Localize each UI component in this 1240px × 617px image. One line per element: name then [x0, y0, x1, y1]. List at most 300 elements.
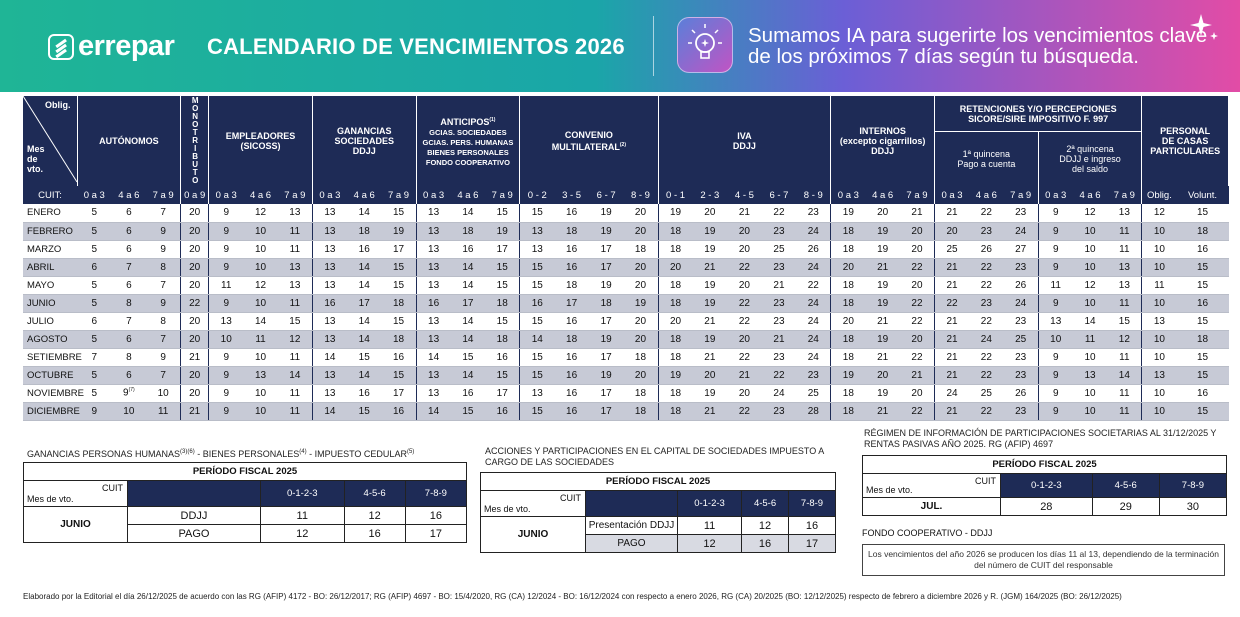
due-day: 5 — [77, 204, 112, 222]
due-day: 19 — [693, 240, 728, 258]
due-day: 22 — [181, 294, 209, 312]
ganancias-cell: 16 — [405, 507, 466, 525]
due-day: 25 — [762, 240, 797, 258]
due-day: 17 — [554, 294, 589, 312]
due-day: 16 — [554, 312, 589, 330]
due-day: 13 — [1107, 276, 1142, 294]
due-day: 28 — [796, 402, 831, 420]
acciones-title: ACCIONES Y PARTICIPACIONES EN EL CAPITAL DE SOCIEDADES IMPUESTO A CARGO DE LAS SOCIEDADES — [485, 446, 824, 467]
due-day: 23 — [762, 258, 797, 276]
acciones-row-label: PAGO — [586, 535, 678, 553]
group-retenciones: RETENCIONES Y/O PERCEPCIONES SICORE/SIRE IMPOSITIVO F. 997 — [935, 96, 1142, 132]
due-day: 18 — [658, 348, 693, 366]
due-day: 13 — [416, 276, 451, 294]
due-day: 15 — [485, 204, 520, 222]
due-day: 27 — [1004, 240, 1039, 258]
due-day: 10 — [243, 402, 278, 420]
due-day: 10 — [243, 222, 278, 240]
corner-header — [23, 96, 77, 186]
due-day: 22 — [727, 258, 762, 276]
due-day: 13 — [416, 330, 451, 348]
due-day: 15 — [382, 276, 417, 294]
due-day: 15 — [1177, 258, 1229, 276]
due-day: 11 — [1107, 240, 1142, 258]
due-day: 20 — [727, 222, 762, 240]
due-day: 17 — [589, 258, 624, 276]
due-day: 5 — [77, 330, 112, 348]
due-day: 6 — [112, 330, 147, 348]
due-day: 9 — [209, 294, 244, 312]
due-day: 11 — [278, 240, 313, 258]
due-day: 18 — [658, 402, 693, 420]
corner-mes: Mes de vto. — [27, 144, 45, 174]
cuit-range: 4 a 6 — [243, 186, 278, 204]
due-day: 10 — [243, 348, 278, 366]
due-day: 14 — [451, 330, 486, 348]
due-day: 22 — [727, 348, 762, 366]
due-day: 24 — [796, 222, 831, 240]
due-day: 9 — [1038, 222, 1073, 240]
due-day: 18 — [589, 294, 624, 312]
due-day: 8 — [112, 348, 147, 366]
due-day: 19 — [831, 366, 866, 384]
ganancias-title: GANANCIAS PERSONAS $HUMANAS^{(3)(6)}$ - BIENES PERSONALES$^{(4)}$ - IMPUESTO CEDULAR$^{(5)}$ — [27, 449, 415, 459]
due-day: 23 — [1004, 258, 1039, 276]
header-banner — [0, 0, 1240, 92]
due-day: 14 — [347, 258, 382, 276]
ganancias-col: 0-1-2-3 — [261, 481, 345, 507]
due-day: 14 — [347, 276, 382, 294]
ganancias-cell: 12 — [261, 525, 345, 543]
cuit-range: 7 a 9 — [278, 186, 313, 204]
due-day: 20 — [900, 384, 935, 402]
due-day: 23 — [762, 222, 797, 240]
month-label: JUNIO — [23, 294, 77, 312]
group-autonomos: AUTÓNOMOS — [77, 96, 181, 186]
due-day: 12 — [1142, 204, 1177, 222]
due-day: 9 — [209, 204, 244, 222]
regimen-table — [862, 455, 1227, 516]
due-day: 20 — [623, 222, 658, 240]
due-day: 19 — [693, 294, 728, 312]
table-row — [23, 204, 1229, 222]
due-day: 16 — [347, 384, 382, 402]
due-day: 23 — [1004, 402, 1039, 420]
page-title: CALENDARIO DE VENCIMIENTOS 2026 — [207, 34, 625, 59]
due-day: 13 — [312, 312, 347, 330]
due-day: 15 — [382, 258, 417, 276]
due-day: 24 — [796, 312, 831, 330]
due-day: 16 — [554, 258, 589, 276]
due-day: 23 — [1004, 366, 1039, 384]
corner-oblig: Oblig. — [45, 100, 71, 110]
due-day: 14 — [278, 366, 313, 384]
due-day: 6 — [112, 276, 147, 294]
due-day: 8 — [146, 312, 181, 330]
due-day: 6 — [112, 240, 147, 258]
due-day: 23 — [1004, 204, 1039, 222]
acciones-month: JUNIO — [481, 517, 586, 553]
due-day: 15 — [485, 312, 520, 330]
due-day: 10 — [1073, 294, 1108, 312]
due-day: 14 — [416, 402, 451, 420]
due-day: 10 — [209, 330, 244, 348]
cuit-range: 6 - 7 — [762, 186, 797, 204]
due-day: 16 — [382, 402, 417, 420]
due-day: 20 — [181, 240, 209, 258]
due-day: 12 — [1073, 276, 1108, 294]
due-day: 13 — [1142, 312, 1177, 330]
month-label: ABRIL — [23, 258, 77, 276]
due-day: 22 — [900, 402, 935, 420]
due-day: 10 — [243, 240, 278, 258]
due-day: 20 — [831, 312, 866, 330]
due-day: 16 — [554, 366, 589, 384]
due-day: 6 — [77, 258, 112, 276]
due-day: 13 — [416, 366, 451, 384]
due-day: 17 — [451, 294, 486, 312]
due-day: 24 — [762, 384, 797, 402]
due-day: 10 — [1142, 330, 1177, 348]
due-day: 9 — [1038, 204, 1073, 222]
due-day: 10 — [243, 258, 278, 276]
due-day: 14 — [347, 204, 382, 222]
due-day: 16 — [554, 240, 589, 258]
due-day: 5 — [77, 240, 112, 258]
due-day: 22 — [969, 276, 1004, 294]
due-day: 6 — [112, 222, 147, 240]
due-day: 5 — [77, 294, 112, 312]
due-day: 19 — [865, 276, 900, 294]
due-day: 15 — [1177, 204, 1229, 222]
due-day: 15 — [278, 312, 313, 330]
due-day: 9 — [77, 402, 112, 420]
due-day: 21 — [935, 276, 970, 294]
table-row — [23, 330, 1229, 348]
due-day: 15 — [485, 258, 520, 276]
due-day: 13 — [1038, 312, 1073, 330]
due-day: 17 — [589, 240, 624, 258]
table-row — [23, 222, 1229, 240]
month-label: AGOSTO — [23, 330, 77, 348]
due-day: 14 — [451, 258, 486, 276]
due-day: 17 — [589, 312, 624, 330]
due-day: 19 — [589, 222, 624, 240]
due-day: 18 — [831, 276, 866, 294]
due-day: 20 — [181, 312, 209, 330]
group-anticipos: ANTICIPOS$^{(1)}$ GCIAS. SOCIEDADES GCIAS. PERS. HUMANAS BIENES PERSONALES FONDO COOPERATIVO — [416, 96, 520, 186]
due-day: 20 — [727, 240, 762, 258]
due-day: 20 — [623, 312, 658, 330]
acciones-cell: 16 — [789, 517, 836, 535]
due-day: 16 — [451, 240, 486, 258]
due-day: 9 — [209, 258, 244, 276]
due-day: 20 — [658, 312, 693, 330]
due-day: 19 — [865, 294, 900, 312]
due-day: 13 — [312, 384, 347, 402]
cuit-range: 7 a 9 — [1004, 186, 1039, 204]
due-day: 11 — [243, 330, 278, 348]
due-day: 13 — [312, 366, 347, 384]
due-day: 10 — [1142, 294, 1177, 312]
due-day: 7 — [146, 366, 181, 384]
regimen-corner: CUIT Mes de vto. — [863, 474, 1001, 498]
due-day: 19 — [658, 366, 693, 384]
group-convenio: CONVENIO MULTILATERAL$^{(2)}$ — [520, 96, 658, 186]
cuit-range: 4 a 6 — [112, 186, 147, 204]
due-day: 10 — [1073, 402, 1108, 420]
month-label: DICIEMBRE — [23, 402, 77, 420]
ganancias-row-label: PAGO — [128, 525, 261, 543]
due-day: 24 — [796, 294, 831, 312]
acciones-row-label: Presentación DDJJ — [586, 517, 678, 535]
due-day: 19 — [865, 384, 900, 402]
acciones-table — [480, 472, 836, 553]
cuit-range: 2 - 3 — [693, 186, 728, 204]
due-day: 23 — [1004, 312, 1039, 330]
due-day: 13 — [312, 204, 347, 222]
due-day: 15 — [1177, 276, 1229, 294]
due-day: 24 — [1004, 294, 1039, 312]
sparkle-icon — [1187, 11, 1221, 45]
due-day: 25 — [796, 384, 831, 402]
month-label: FEBRERO — [23, 222, 77, 240]
group-monotributo: MONOTRIBUTO — [181, 96, 209, 186]
table-row — [23, 348, 1229, 366]
due-day: 18 — [831, 384, 866, 402]
due-day: 18 — [554, 222, 589, 240]
due-day: 14 — [312, 402, 347, 420]
due-day: 21 — [935, 402, 970, 420]
due-day: 18 — [831, 294, 866, 312]
due-day: 17 — [589, 348, 624, 366]
cuit-range: 8 - 9 — [623, 186, 658, 204]
due-day: 19 — [693, 330, 728, 348]
due-day: 18 — [623, 348, 658, 366]
due-day: 17 — [485, 384, 520, 402]
table-row — [23, 294, 1229, 312]
due-day: 21 — [693, 402, 728, 420]
due-day: 10 — [112, 402, 147, 420]
group-empleadores: EMPLEADORES (SICOSS) — [209, 96, 313, 186]
due-day: 14 — [451, 204, 486, 222]
due-day: 21 — [935, 330, 970, 348]
due-day: 10 — [1038, 330, 1073, 348]
due-day: 11 — [278, 294, 313, 312]
regimen-col: 0-1-2-3 — [1001, 474, 1093, 498]
due-day: 24 — [935, 384, 970, 402]
due-day: 10 — [1073, 240, 1108, 258]
acciones-periodo: PERÍODO FISCAL 2025 — [481, 473, 836, 491]
due-day: 19 — [589, 366, 624, 384]
due-day: 13 — [520, 384, 555, 402]
due-day: 5 — [77, 276, 112, 294]
due-day: 9 — [146, 348, 181, 366]
due-day: 22 — [900, 348, 935, 366]
due-day: 20 — [623, 276, 658, 294]
due-day: 18 — [658, 240, 693, 258]
due-day: 13 — [1107, 258, 1142, 276]
cuit-range: 7 a 9 — [1107, 186, 1142, 204]
due-day: 23 — [762, 402, 797, 420]
due-day: 10 — [1073, 384, 1108, 402]
due-day: 16 — [520, 294, 555, 312]
due-day: 14 — [451, 312, 486, 330]
due-day: 18 — [485, 294, 520, 312]
due-day: 13 — [520, 240, 555, 258]
due-day: 19 — [693, 384, 728, 402]
due-day: 25 — [1004, 330, 1039, 348]
due-day: 20 — [181, 384, 209, 402]
due-day: 21 — [727, 204, 762, 222]
due-day: 20 — [727, 384, 762, 402]
due-day: 18 — [347, 222, 382, 240]
cuit-label: CUIT: — [23, 186, 77, 204]
due-day: 21 — [900, 366, 935, 384]
errepar-logo[interactable] — [48, 30, 174, 63]
due-day: 10 — [1142, 384, 1177, 402]
due-day: 15 — [451, 402, 486, 420]
due-day: 18 — [485, 330, 520, 348]
due-day: 25 — [935, 240, 970, 258]
ret-first-quincena: 1ª quincena Pago a cuenta — [935, 132, 1039, 186]
month-label: OCTUBRE — [23, 366, 77, 384]
due-day: 11 — [278, 222, 313, 240]
due-day: 20 — [658, 258, 693, 276]
month-label: MAYO — [23, 276, 77, 294]
due-day: 15 — [520, 366, 555, 384]
due-day: 14 — [451, 276, 486, 294]
due-day: 9$^{(7)}$ — [112, 384, 147, 402]
ai-lightbulb-icon — [677, 17, 733, 73]
ganancias-cell: 11 — [261, 507, 345, 525]
due-day: 7 — [146, 204, 181, 222]
due-day: 22 — [727, 312, 762, 330]
due-day: 19 — [865, 330, 900, 348]
due-day: 13 — [520, 222, 555, 240]
due-day: 21 — [693, 348, 728, 366]
due-day: 22 — [900, 258, 935, 276]
due-day: 20 — [181, 222, 209, 240]
due-day: 16 — [382, 348, 417, 366]
due-day: 5 — [77, 366, 112, 384]
ganancias-col: 4-5-6 — [344, 481, 405, 507]
due-day: 13 — [209, 312, 244, 330]
due-day: 10 — [1142, 402, 1177, 420]
due-day: 24 — [796, 258, 831, 276]
cuit-range: 4 a 6 — [969, 186, 1004, 204]
due-day: 22 — [796, 276, 831, 294]
due-day: 20 — [623, 258, 658, 276]
due-day: 18 — [658, 330, 693, 348]
due-day: 22 — [969, 204, 1004, 222]
cuit-range: 0 a 3 — [209, 186, 244, 204]
due-day: 18 — [554, 276, 589, 294]
due-day: 13 — [416, 240, 451, 258]
due-day: 9 — [1038, 366, 1073, 384]
due-day: 20 — [865, 204, 900, 222]
cuit-range: 4 - 5 — [727, 186, 762, 204]
due-day: 10 — [243, 384, 278, 402]
due-day: 26 — [1004, 384, 1039, 402]
due-day: 18 — [623, 240, 658, 258]
due-day: 20 — [623, 204, 658, 222]
due-day: 23 — [969, 222, 1004, 240]
due-day: 20 — [727, 330, 762, 348]
due-day: 22 — [969, 312, 1004, 330]
ai-message: Sumamos IA para sugerirte los vencimientos clave de los próximos 7 días según tu búsqueda. — [748, 24, 1208, 68]
due-day: 23 — [969, 294, 1004, 312]
due-day: 20 — [900, 276, 935, 294]
due-day: 24 — [796, 330, 831, 348]
due-day: 12 — [1107, 330, 1142, 348]
due-day: 13 — [312, 330, 347, 348]
cuit-range: Volunt. — [1177, 186, 1229, 204]
due-day: 24 — [1004, 222, 1039, 240]
due-day: 11 — [1107, 222, 1142, 240]
due-day: 15 — [347, 402, 382, 420]
cuit-range: Oblig. — [1142, 186, 1177, 204]
cuit-range: 4 a 6 — [451, 186, 486, 204]
due-day: 13 — [312, 240, 347, 258]
ret-second-quincena: 2ª quincena DDJJ e ingreso del saldo — [1038, 132, 1142, 186]
due-day: 10 — [243, 294, 278, 312]
due-day: 19 — [589, 330, 624, 348]
due-day: 11 — [1107, 294, 1142, 312]
due-day: 16 — [1177, 294, 1229, 312]
due-day: 17 — [382, 384, 417, 402]
due-day: 8 — [146, 258, 181, 276]
due-day: 13 — [278, 204, 313, 222]
group-iva: IVA DDJJ — [658, 96, 831, 186]
logo-text: errepar — [78, 30, 175, 62]
due-day: 20 — [623, 330, 658, 348]
due-day: 22 — [727, 402, 762, 420]
due-day: 9 — [1038, 348, 1073, 366]
due-day: 6 — [112, 204, 147, 222]
cuit-range: 0 - 1 — [658, 186, 693, 204]
cuit-range: 0 a 3 — [77, 186, 112, 204]
fondo-title: FONDO COOPERATIVO - DDJJ — [862, 528, 993, 538]
due-day: 19 — [589, 204, 624, 222]
table-row — [23, 240, 1229, 258]
table-row — [23, 258, 1229, 276]
due-day: 15 — [1177, 312, 1229, 330]
due-day: 18 — [554, 330, 589, 348]
due-day: 16 — [1177, 384, 1229, 402]
due-day: 16 — [485, 348, 520, 366]
cuit-row — [23, 186, 1229, 204]
cuit-range: 0 a 3 — [416, 186, 451, 204]
due-day: 20 — [181, 276, 209, 294]
due-day: 14 — [347, 330, 382, 348]
month-label: ENERO — [23, 204, 77, 222]
due-day: 21 — [865, 258, 900, 276]
regimen-title: RÉGIMEN DE INFORMACIÓN DE PARTICIPACIONES SOCIETARIAS AL 31/12/2025 Y RENTAS PASIVAS AÑO 2025. RG (AFIP) 4697 — [864, 428, 1217, 449]
due-day: 10 — [146, 384, 181, 402]
footnote-marker: (7) — [128, 387, 135, 394]
due-day: 11 — [209, 276, 244, 294]
due-day: 16 — [312, 294, 347, 312]
table-row — [23, 402, 1229, 420]
acciones-col: 4-5-6 — [742, 491, 789, 517]
due-day: 13 — [243, 366, 278, 384]
due-day: 19 — [658, 204, 693, 222]
due-day: 17 — [589, 384, 624, 402]
due-day: 9 — [146, 222, 181, 240]
due-day: 5 — [77, 384, 112, 402]
due-day: 10 — [1073, 348, 1108, 366]
